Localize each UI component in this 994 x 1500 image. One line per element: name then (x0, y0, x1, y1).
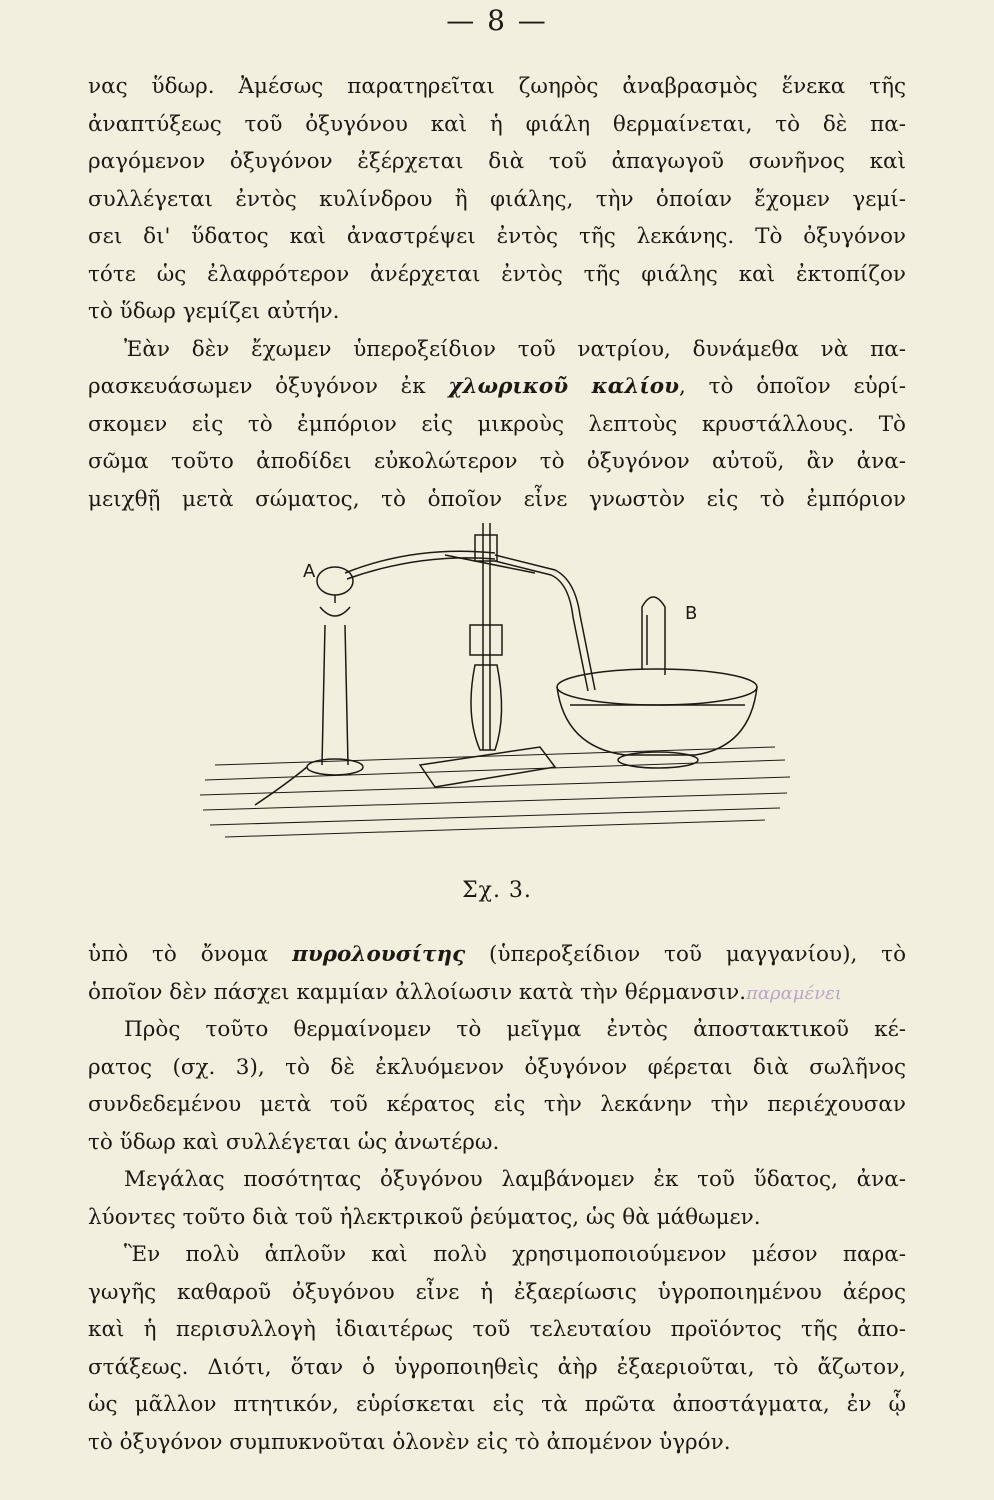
text-line: σῶμα τοῦτο ἀποδίδει εὐκολώτερον τὸ ὀξυγόνον αὐτοῦ, ἂν ἀνα- (88, 449, 906, 474)
apparatus-figure (195, 515, 795, 860)
retort (317, 551, 495, 616)
text-line: καὶ ἡ περισυλλογὴ ἰδιαιτέρως τοῦ τελευταίου προϊόντος τῆς ἀπο- (88, 1317, 906, 1342)
text-line (88, 974, 906, 1012)
delivery-tube (495, 555, 595, 691)
text-line (88, 936, 906, 974)
text-line: τὸ ὕδωρ γεμίζει αὐτήν. (88, 299, 340, 324)
text-line (88, 368, 906, 406)
text-run: , τὸ ὁποῖον εὑρί- (679, 374, 906, 399)
text-run: ὁποῖον δὲν πάσχει καμμίαν ἀλλοίωσιν κατὰ τὴν θέρμανσιν. (88, 979, 747, 1005)
clamp-stand (420, 523, 555, 787)
text-line: σει δι' ὕδατος καὶ ἀναστρέψει ἐντὸς τῆς λεκάνης. Τὸ ὀξυγόνον (88, 224, 906, 249)
text-line: συνδεδεμένου μετὰ τοῦ κέρατος εἰς τὴν λεκάνην τὴν περιέχουσαν (88, 1092, 906, 1117)
text-line: τότε ὡς ἐλαφρότερον ἀνέρχεται ἐντὸς τῆς φιάλης καὶ ἐκτοπίζον (88, 261, 906, 287)
text-block-top (88, 68, 906, 518)
text-line: Ἐὰν δὲν ἔχωμεν ὑπεροξείδιον τοῦ νατρίου, δυνάμεθα νὰ πα- (124, 336, 906, 362)
bold-term-potassium-chlorate: χλωρικοῦ καλίου (448, 374, 679, 399)
text-line: νας ὕδωρ. Ἀμέσως παρατηρεῖται ζωηρὸς ἀναβρασμὸς ἕνεκα τῆς (88, 74, 906, 99)
text-run: (ὑπεροξείδιον τοῦ μαγγανίου), τὸ (465, 942, 907, 967)
text-line: στάξεως. Διότι, ὅταν ὁ ὑγροποιηθεὶς ἀὴρ ἐξαεριοῦται, τὸ ἄζωτον, (88, 1354, 906, 1380)
apparatus-drawing (195, 515, 795, 860)
table-surface (200, 747, 790, 837)
page-number: — 8 — (446, 4, 548, 37)
handwritten-note: παραμένει (746, 982, 842, 1004)
bold-term-pyrolusite: πυρολουσίτης (292, 942, 466, 967)
text-line: ὡς μᾶλλον πτητικόν, εὑρίσκεται εἰς τὰ πρῶτα ἀποστάγματα, ἐν ᾧ (88, 1392, 906, 1417)
collection-cylinder (642, 597, 665, 675)
text-line: Πρὸς τοῦτο θερμαίνομεν τὸ μεῖγμα ἐντὸς ἀποστακτικοῦ κέ- (124, 1017, 906, 1042)
text-run: ὑπὸ τὸ ὄνομα (88, 942, 293, 967)
text-line: ἀναπτύξεως τοῦ ὀξυγόνου καὶ ἡ φιάλη θερμαίνεται, τὸ δὲ πα- (88, 111, 906, 137)
text-line: σκομεν εἰς τὸ ἐμπόριον εἰς μικροὺς λεπτοὺς κρυστάλλους. Τὸ (88, 411, 906, 437)
text-line: Ἓν πολὺ ἁπλοῦν καὶ πολὺ χρησιμοποιούμενον μέσον παρα- (124, 1242, 906, 1267)
text-line: τὸ ὕδωρ καὶ συλλέγεται ὡς ἀνωτέρω. (88, 1129, 500, 1155)
text-line: Μεγάλας ποσότητας ὀξυγόνου λαμβάνομεν ἐκ τοῦ ὕδατος, ἀνα- (124, 1167, 906, 1192)
text-line: ρατος (σχ. 3), τὸ δὲ ἐκλυόμενον ὀξυγόνον φέρεται διὰ σωλῆνος (88, 1054, 906, 1080)
text-line: ραγόμενον ὀξυγόνον ἐξέρχεται διὰ τοῦ ἀπαγωγοῦ σωνῆνος καὶ (88, 149, 906, 174)
text-line: μειχθῇ μετὰ σώματος, τὸ ὁποῖον εἶνε γνωστὸν εἰς τὸ ἐμπόριον (88, 486, 906, 512)
text-line: λύοντες τοῦτο διὰ τοῦ ἠλεκτρικοῦ ῥεύματος, ὡς θὰ μάθωμεν. (88, 1204, 761, 1230)
label-a: A (303, 561, 316, 582)
text-line: γωγῆς καθαροῦ ὀξυγόνου εἶνε ἡ ἐξαερίωσις ὑγροποιημένου ἀέρος (88, 1279, 906, 1305)
label-b: B (685, 603, 698, 624)
text-run: ρασκευάσωμεν ὀξυγόνον ἐκ (88, 374, 449, 399)
text-line: τὸ ὀξυγόνον συμπυκνοῦται ὁλονὲν εἰς τὸ ἀπομένον ὑγρόν. (88, 1429, 731, 1455)
figure-caption: Σχ. 3. (462, 878, 532, 903)
text-line: συλλέγεται ἐντὸς κυλίνδρου ἢ φιάλης, τὴν ὁποίαν ἔχομεν γεμί- (88, 186, 906, 212)
text-block-bottom (88, 936, 906, 1461)
